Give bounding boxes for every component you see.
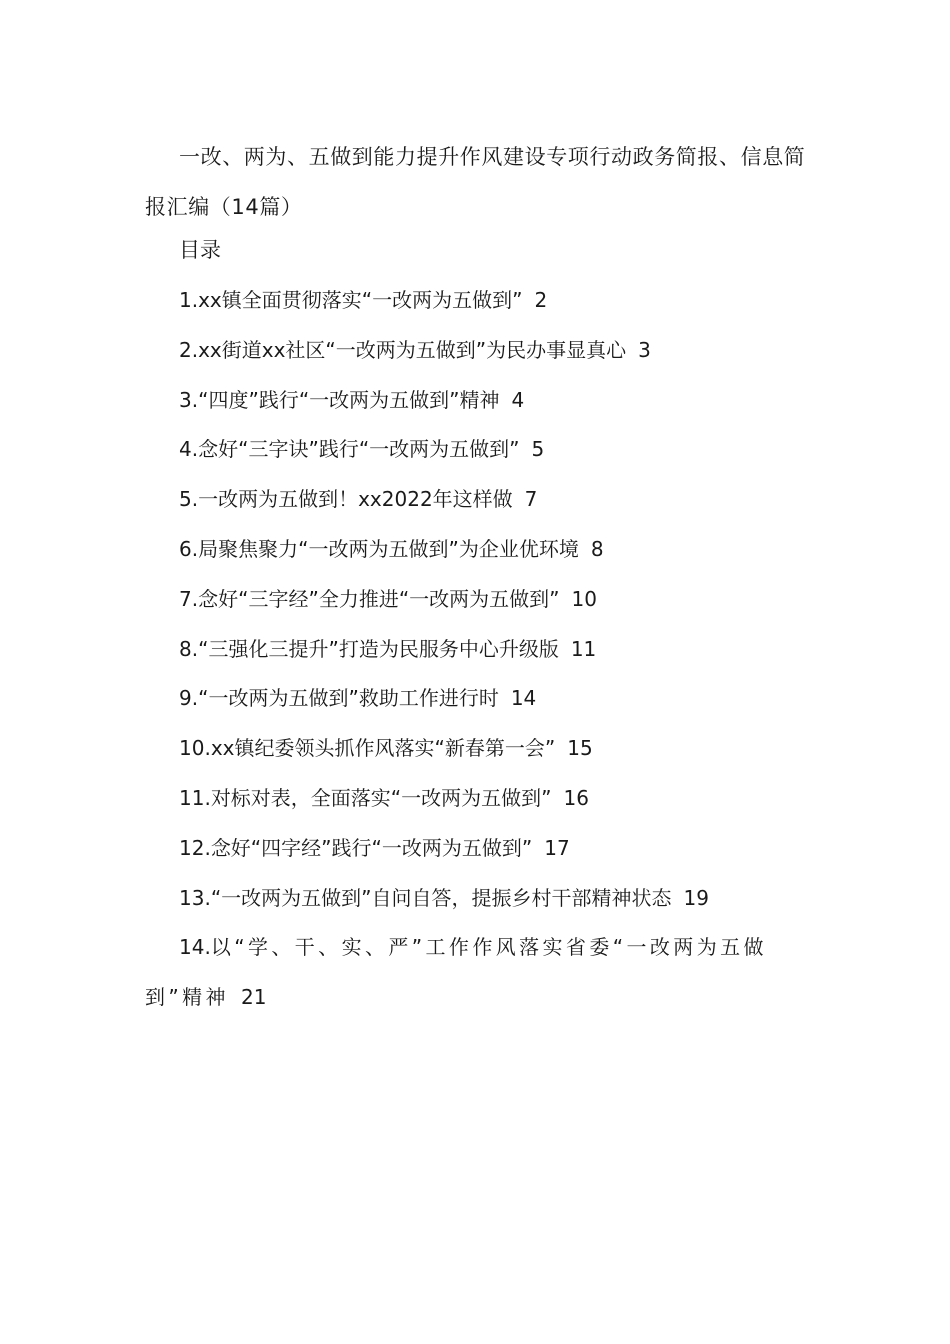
toc-item[interactable] xyxy=(0,830,950,866)
toc-item[interactable] xyxy=(0,922,815,1022)
toc-item-page: 7 xyxy=(524,487,538,512)
toc-item-title: “三强化三提升”打造为民服务中心升级版 xyxy=(198,636,559,661)
toc-item[interactable] xyxy=(0,880,950,916)
toc-item-title: xx镇纪委领头抓作风落实“新春第一会” xyxy=(210,736,556,761)
toc-item-number: 12. xyxy=(179,835,211,860)
toc-item[interactable] xyxy=(0,282,950,318)
toc-item-number: 6. xyxy=(179,536,199,561)
toc-item[interactable] xyxy=(0,531,950,567)
toc-item-title: 一改两为五做到！xx2022年这样做 xyxy=(198,487,513,512)
toc-item-page: 19 xyxy=(683,885,709,910)
toc-item-number: 7. xyxy=(179,586,199,611)
toc-item-page: 3 xyxy=(638,337,651,362)
toc-item[interactable] xyxy=(0,431,950,467)
toc-item[interactable] xyxy=(0,332,950,368)
toc-item-page: 2 xyxy=(534,288,548,312)
toc-item-title: “四度”践行“一改两为五做到”精神 xyxy=(198,387,500,412)
toc-item-page: 17 xyxy=(544,835,570,860)
toc-item-title: 念好“三字经”全力推进“一改两为五做到” xyxy=(198,586,560,611)
toc-item[interactable] xyxy=(0,581,950,617)
toc-item-page: 8 xyxy=(590,536,604,561)
toc-item-page: 10 xyxy=(571,586,597,611)
toc-heading: 目录 xyxy=(179,238,221,262)
toc-item-number: 2. xyxy=(179,337,199,362)
toc-item-number: 11. xyxy=(179,785,211,810)
toc-item[interactable] xyxy=(0,730,950,766)
toc-item[interactable] xyxy=(0,680,950,716)
toc-item-page: 21 xyxy=(240,985,267,1010)
toc-item-number: 3. xyxy=(179,387,199,412)
toc-item[interactable] xyxy=(0,780,950,816)
toc-item[interactable] xyxy=(0,481,950,517)
toc-item-title: “一改两为五做到”救助工作进行时 xyxy=(198,686,499,711)
toc-item[interactable] xyxy=(0,382,950,418)
document-title: 一改、两为、五做到能力提升作风建设专项行动政务简报、信息简报汇编（14篇） xyxy=(145,145,806,219)
toc-item-page: 15 xyxy=(567,736,593,761)
toc-item-page: 11 xyxy=(570,636,597,661)
toc-item-title: 局聚焦聚力“一改两为五做到”为企业优环境 xyxy=(198,536,579,561)
toc-item-title: 念好“四字经”践行“一改两为五做到” xyxy=(210,835,533,860)
toc-item-number: 1. xyxy=(179,288,199,312)
toc-item-page: 5 xyxy=(531,437,545,462)
toc-item-number: 8. xyxy=(179,636,199,661)
toc-item-page: 16 xyxy=(563,785,589,810)
toc-item-title: 以“学、干、实、严”工作作风落实省委“一改两为五做到”精神 xyxy=(145,935,767,1010)
toc-item-title: “一改两为五做到”自问自答，提振乡村干部精神状态 xyxy=(210,885,672,910)
toc-item-title: 念好“三字诀”践行“一改两为五做到” xyxy=(198,437,520,462)
toc-item-number: 9. xyxy=(179,686,199,711)
toc-item-number: 14. xyxy=(179,935,211,960)
toc-item-page: 14 xyxy=(510,686,537,711)
toc-item-number: 13. xyxy=(179,885,211,910)
toc-item-title: xx镇全面贯彻落实“一改两为五做到” xyxy=(198,288,523,312)
toc-item-title: xx街道xx社区“一改两为五做到”为民办事显真心 xyxy=(198,337,627,362)
toc-item-page: 4 xyxy=(511,387,525,412)
toc-item-number: 5. xyxy=(179,487,199,512)
table-of-contents xyxy=(0,282,950,1036)
toc-item-number: 4. xyxy=(179,437,199,462)
toc-item[interactable] xyxy=(0,631,950,667)
toc-item-title: 对标对表，全面落实“一改两为五做到” xyxy=(210,785,552,810)
toc-item-number: 10. xyxy=(179,736,211,761)
